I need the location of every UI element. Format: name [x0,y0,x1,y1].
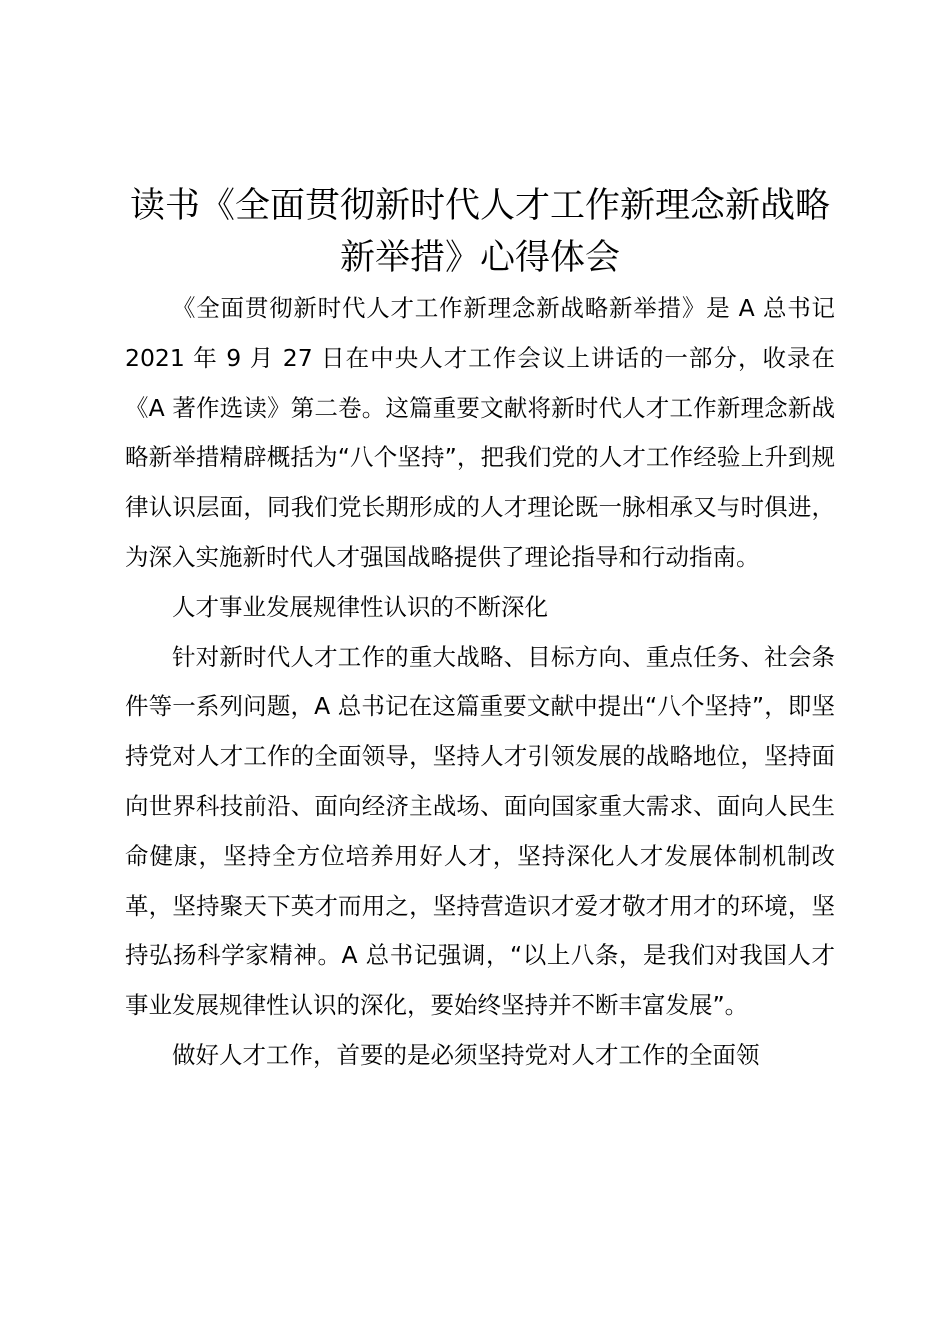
title-line-1: 读书《全面贯彻新时代人才工作新理念新战略 [129,186,830,226]
document-body [125,284,835,1081]
document-page [125,180,835,1081]
paragraph-intro: 《全面贯彻新时代人才工作新理念新战略新举措》是 A 总书记 2021 年 9 月 27 日在中央人才工作会议上讲话的一部分，收录在《A 著作选读》第二卷。这篇重要文献将新时代人才工作新理念新战略新举措精辟概括为“八个坚持”，把我们党的人才工作经验上升到规律认识层面，同我们党长期形成的人才理论既一脉相承又与时俱进，为深入实施新时代人才强国战略提供了理论指导和行动指南。 [125,294,835,571]
paragraph-party-leadership: 做好人才工作，首要的是必须坚持党对人才工作的全面领 [172,1040,760,1069]
document-title [125,180,835,284]
title-line-2: 新举措》心得体会 [339,238,620,278]
paragraph-eight-principles: 针对新时代人才工作的重大战略、目标方向、重点任务、社会条件等一系列问题，A 总书记在这篇重要文献中提出“八个坚持”，即坚持党对人才工作的全面领导，坚持人才引领发展的战略地位，坚持面向世界科技前沿、面向经济主战场、面向国家重大需求、面向人民生命健康，坚持全方位培养用好人才，坚持深化人才发展体制机制改革，坚持聚天下英才而用之，坚持营造识才爱才敬才用才的环境，坚持弘扬科学家精神。A 总书记强调，“以上八条，是我们对我国人才事业发展规律性认识的深化，要始终坚持并不断丰富发展”。 [125,642,835,1020]
section-heading: 人才事业发展规律性认识的不断深化 [172,592,548,621]
